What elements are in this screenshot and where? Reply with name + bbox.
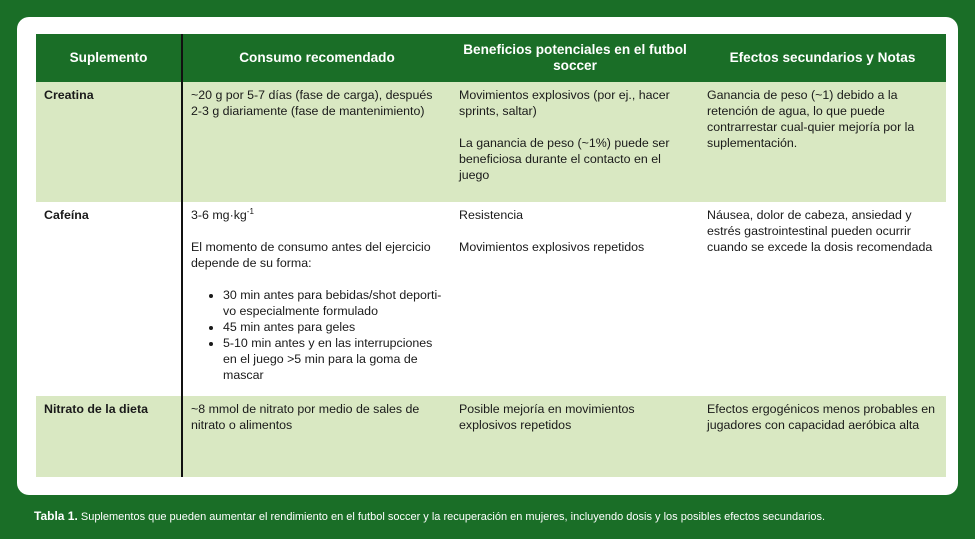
effects-text: Náusea, dolor de cabeza, ansiedad y estrés gastrointestinal pueden ocurrir cuando se excede la dosis recomendada: [707, 208, 933, 254]
table-row: [36, 82, 946, 202]
benefits-cell: [451, 82, 699, 202]
dose-exponent: -1: [246, 206, 254, 216]
effects-cell: [699, 82, 946, 202]
dose-main: 3-6 mg·kg: [191, 208, 247, 222]
effects-cell: [699, 396, 946, 477]
timing-intro: El momento de consumo antes del ejercicio depende de su forma:: [191, 240, 431, 270]
supplement-name: Creatina: [36, 82, 182, 202]
effects-text: Efectos ergogénicos menos probables en jugadores con capacidad aeróbica alta: [707, 402, 935, 432]
effects-cell: [699, 202, 946, 396]
header-consumption: Consumo recomendado: [182, 34, 451, 82]
table-frame: [17, 17, 958, 495]
benefits-cell: [451, 396, 699, 477]
list-item: • 30 min antes para bebidas/shot deporti-vo especialmente formulado: [223, 287, 443, 319]
timing-list: [191, 287, 443, 383]
table-caption: [34, 509, 825, 524]
benefit-text: Resistencia: [459, 208, 524, 222]
caption-label: Tabla 1.: [34, 509, 78, 523]
benefits-cell: [451, 202, 699, 396]
list-item: • 45 min antes para geles: [223, 319, 443, 335]
consumption-cell: [182, 202, 451, 396]
consumption-cell: [182, 82, 451, 202]
header-benefits: Beneficios potenciales en el futbol soccer: [451, 34, 699, 82]
header-row: [36, 34, 946, 82]
dose-text: [191, 207, 443, 223]
supplement-name: Nitrato de la dieta: [36, 396, 182, 477]
benefit-text: La ganancia de peso (~1%) puede ser beneficiosa durante el contacto en el juego: [459, 136, 670, 182]
supplements-table: [36, 34, 946, 477]
table-row: [36, 396, 946, 477]
consumption-cell: [182, 396, 451, 477]
supplement-name: Cafeína: [36, 202, 182, 396]
consumption-text: ~8 mmol de nitrato por medio de sales de nitrato o alimentos: [191, 402, 420, 432]
list-item: • 5-10 min antes y en las interrupciones en el juego >5 min para la goma de mascar: [223, 335, 443, 383]
caption-text: Suplementos que pueden aumentar el rendimiento en el futbol soccer y la recuperación en mujeres, incluyendo dosis y los posibles efectos secundarios.: [80, 511, 826, 523]
benefit-text: Movimientos explosivos repetidos: [459, 240, 645, 254]
header-effects: Efectos secundarios y Notas: [699, 34, 946, 82]
header-supplement: Suplemento: [36, 34, 182, 82]
consumption-text: ~20 g por 5-7 días (fase de carga), después 2-3 g diariamente (fase de mantenimiento): [191, 88, 433, 118]
benefit-text: Movimientos explosivos (por ej., hacer sprints, saltar): [459, 88, 670, 118]
table-row: [36, 202, 946, 396]
benefit-text: Posible mejoría en movimientos explosivos repetidos: [459, 402, 635, 432]
effects-text: Ganancia de peso (~1) debido a la retención de agua, lo que puede contrarrestar cual-quier mejoría por la suplementación.: [707, 88, 915, 150]
